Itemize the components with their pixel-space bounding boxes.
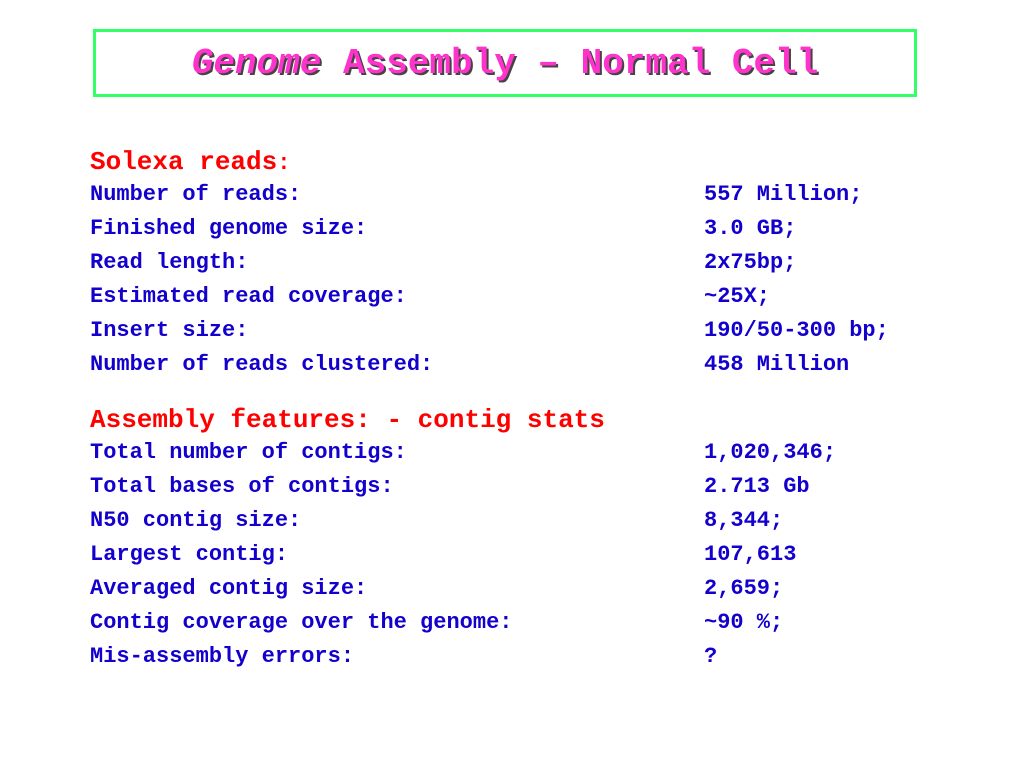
stat-value: 8,344; <box>704 508 784 533</box>
stat-row-estimated-read-coverage <box>90 280 990 314</box>
slide-title-rest: Assembly – Normal Cell <box>321 42 819 84</box>
stat-value: ~90 %; <box>704 610 784 635</box>
solexa-reads-heading <box>90 146 990 178</box>
stat-value: 458 Million <box>704 352 850 377</box>
stat-label: Finished genome size: <box>90 216 368 241</box>
stat-row-total-number-of-contigs <box>90 436 990 470</box>
stat-row-number-of-reads-clustered <box>90 348 990 382</box>
stat-label: Estimated read coverage: <box>90 284 407 309</box>
solexa-heading-text: Solexa reads <box>90 147 278 177</box>
stat-value: 107,613 <box>704 542 797 567</box>
stat-label: Largest contig: <box>90 542 289 567</box>
stat-value: 2.713 Gb <box>704 474 810 499</box>
stat-value: 2x75bp; <box>704 250 797 275</box>
stat-label: Insert size: <box>90 318 249 343</box>
stat-label: Averaged contig size: <box>90 576 368 601</box>
stat-label: Read length: <box>90 250 249 275</box>
stat-value: 190/50-300 bp; <box>704 318 889 343</box>
stat-row-averaged-contig-size <box>90 572 990 606</box>
stat-row-mis-assembly-errors <box>90 640 990 674</box>
solexa-rows <box>90 178 990 382</box>
stat-row-n50-contig-size <box>90 504 990 538</box>
assembly-rows <box>90 436 990 674</box>
stat-value: ~25X; <box>704 284 771 309</box>
assembly-features-heading: Assembly features: - contig stats <box>90 405 605 435</box>
stat-label: N50 contig size: <box>90 508 302 533</box>
stat-label: Contig coverage over the genome: <box>90 610 513 635</box>
slide-title-emphasis: Genome <box>191 42 322 84</box>
solexa-heading-colon: : <box>277 151 291 176</box>
assembly-features-section <box>90 404 990 674</box>
stat-row-largest-contig <box>90 538 990 572</box>
stat-label: Total number of contigs: <box>90 440 407 465</box>
stat-label: Number of reads clustered: <box>90 352 434 377</box>
slide-title <box>192 43 819 84</box>
title-box <box>93 29 917 97</box>
stat-row-finished-genome-size <box>90 212 990 246</box>
stat-value: 1,020,346; <box>704 440 837 465</box>
stat-row-read-length <box>90 246 990 280</box>
stat-row-total-bases-of-contigs <box>90 470 990 504</box>
stat-label: Total bases of contigs: <box>90 474 394 499</box>
stat-row-number-of-reads <box>90 178 990 212</box>
solexa-reads-section <box>90 146 990 382</box>
stat-label: Mis-assembly errors: <box>90 644 355 669</box>
stat-value: ? <box>704 644 718 669</box>
stat-row-contig-coverage <box>90 606 990 640</box>
stat-value: 3.0 GB; <box>704 216 797 241</box>
stat-value: 2,659; <box>704 576 784 601</box>
stat-value: 557 Million; <box>704 182 863 207</box>
stat-row-insert-size <box>90 314 990 348</box>
stat-label: Number of reads: <box>90 182 302 207</box>
